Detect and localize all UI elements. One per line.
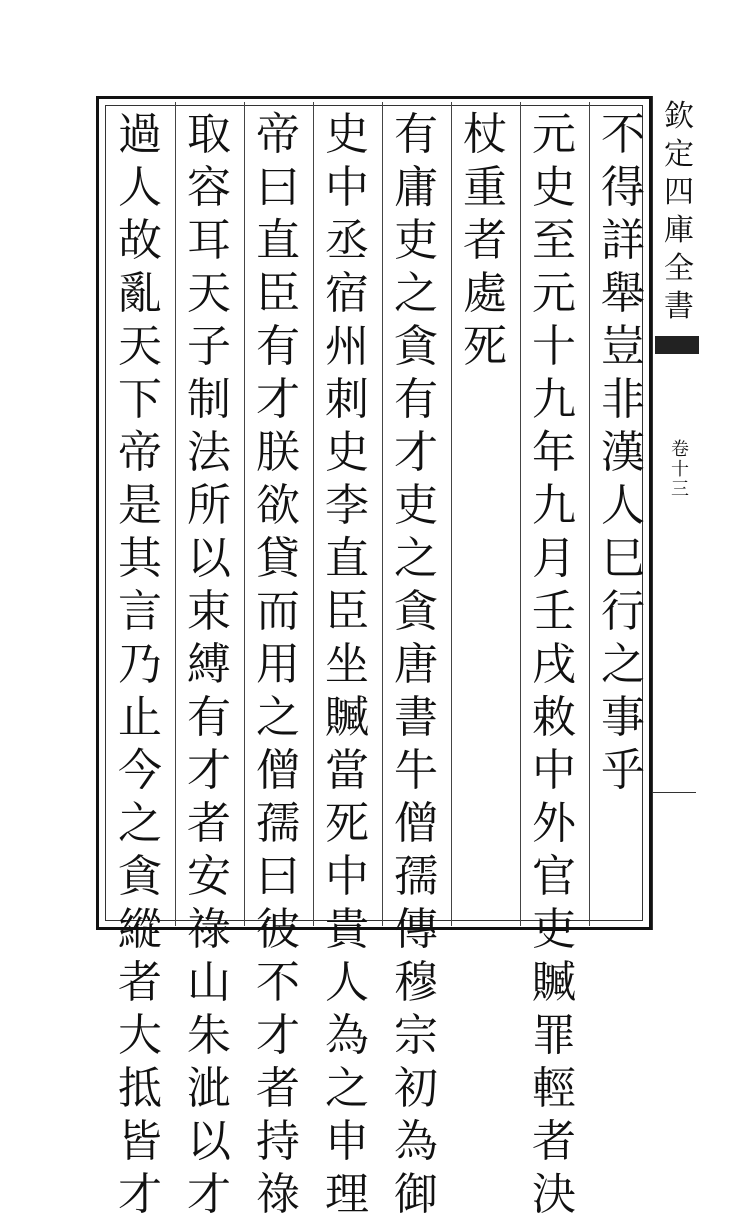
column-char: 抵	[118, 1063, 162, 1114]
column-char: 重	[463, 162, 507, 213]
column-char: 乃	[118, 639, 162, 690]
column-char: 外	[532, 798, 576, 849]
margin-char: 三	[671, 479, 689, 500]
column-char: 之	[118, 798, 162, 849]
column-char: 故	[118, 215, 162, 266]
column-char: 中	[325, 851, 369, 902]
column-char: 九	[532, 374, 576, 425]
margin-char: 全	[664, 251, 694, 286]
column-char: 史	[325, 109, 369, 160]
column-char: 才	[187, 1169, 231, 1220]
column-char: 臣	[325, 586, 369, 637]
column-char: 為	[325, 1010, 369, 1061]
margin-char: 書	[664, 289, 694, 324]
column-char: 李	[325, 480, 369, 531]
column-char: 彼	[256, 904, 300, 955]
column-char: 元	[532, 109, 576, 160]
column-char: 持	[256, 1116, 300, 1167]
column-char: 貪	[394, 321, 438, 372]
column-char: 山	[187, 957, 231, 1008]
column-char: 安	[187, 851, 231, 902]
column-char: 唐	[394, 639, 438, 690]
column-char: 天	[187, 268, 231, 319]
column-char: 吏	[394, 215, 438, 266]
column-char: 孺	[394, 851, 438, 902]
text-column-1	[589, 108, 657, 920]
column-char: 才	[394, 427, 438, 478]
column-char: 罪	[532, 1010, 576, 1061]
column-char: 贓	[532, 957, 576, 1008]
margin-char: 欽	[664, 99, 694, 134]
column-char: 吏	[394, 480, 438, 531]
column-char: 其	[118, 533, 162, 584]
column-char: 取	[187, 109, 231, 160]
column-char: 直	[325, 533, 369, 584]
column-char: 牛	[394, 745, 438, 796]
column-char: 詳	[601, 215, 645, 266]
column-char: 用	[256, 639, 300, 690]
column-char: 人	[118, 162, 162, 213]
column-char: 至	[532, 215, 576, 266]
column-char: 元	[532, 268, 576, 319]
column-char: 死	[325, 798, 369, 849]
column-char: 制	[187, 374, 231, 425]
column-char: 中	[325, 162, 369, 213]
column-char: 者	[187, 798, 231, 849]
column-char: 止	[118, 692, 162, 743]
column-char: 人	[601, 480, 645, 531]
column-char: 人	[325, 957, 369, 1008]
column-char: 御	[394, 1169, 438, 1220]
column-char: 縱	[118, 904, 162, 955]
column-char: 僧	[256, 745, 300, 796]
column-char: 得	[601, 162, 645, 213]
column-char: 祿	[256, 1169, 300, 1220]
column-char: 以	[187, 533, 231, 584]
volume-label	[660, 440, 700, 500]
column-char: 決	[532, 1169, 576, 1220]
column-char: 行	[601, 586, 645, 637]
column-char: 言	[118, 586, 162, 637]
column-char: 初	[394, 1063, 438, 1114]
margin-char: 庫	[664, 213, 694, 248]
column-char: 贓	[325, 692, 369, 743]
column-char: 舉	[601, 268, 645, 319]
column-char: 朕	[256, 427, 300, 478]
column-char: 處	[463, 268, 507, 319]
column-char: 天	[118, 321, 162, 372]
column-char: 之	[601, 639, 645, 690]
column-char: 豈	[601, 321, 645, 372]
column-char: 有	[187, 692, 231, 743]
text-column-2	[520, 108, 588, 1220]
column-char: 而	[256, 586, 300, 637]
column-char: 貪	[394, 586, 438, 637]
column-char: 乎	[601, 745, 645, 796]
text-column-4	[382, 108, 450, 1220]
column-char: 輕	[532, 1063, 576, 1114]
margin-char: 十	[671, 459, 689, 480]
column-char: 貸	[256, 533, 300, 584]
column-char: 州	[325, 321, 369, 372]
column-char: 才	[256, 374, 300, 425]
column-char: 帝	[256, 109, 300, 160]
column-char: 大	[118, 1010, 162, 1061]
margin-rule	[652, 792, 696, 793]
column-char: 杖	[463, 109, 507, 160]
column-char: 所	[187, 480, 231, 531]
column-char: 貴	[325, 904, 369, 955]
column-char: 過	[118, 109, 162, 160]
column-char: 漢	[601, 427, 645, 478]
column-char: 有	[256, 321, 300, 372]
column-char: 敕	[532, 692, 576, 743]
column-char: 有	[394, 374, 438, 425]
column-char: 年	[532, 427, 576, 478]
column-char: 僧	[394, 798, 438, 849]
column-char: 理	[325, 1169, 369, 1220]
column-char: 不	[256, 957, 300, 1008]
column-char: 非	[601, 374, 645, 425]
column-char: 丞	[325, 215, 369, 266]
column-char: 穆	[394, 957, 438, 1008]
column-char: 容	[187, 162, 231, 213]
column-char: 才	[118, 1169, 162, 1220]
column-char: 束	[187, 586, 231, 637]
column-char: 庸	[394, 162, 438, 213]
column-char: 有	[394, 109, 438, 160]
column-char: 帝	[118, 427, 162, 478]
margin-char: 卷	[671, 439, 689, 460]
column-char: 皆	[118, 1116, 162, 1167]
column-char: 史	[325, 427, 369, 478]
column-char: 吏	[532, 904, 576, 955]
column-char: 者	[463, 215, 507, 266]
column-char: 欲	[256, 480, 300, 531]
column-char: 之	[325, 1063, 369, 1114]
column-char: 當	[325, 745, 369, 796]
column-char: 法	[187, 427, 231, 478]
fishtail-mark	[655, 336, 699, 354]
column-char: 申	[325, 1116, 369, 1167]
column-char: 事	[601, 692, 645, 743]
column-char: 泚	[187, 1063, 231, 1114]
column-char: 才	[256, 1010, 300, 1061]
margin-char: 定	[664, 137, 694, 172]
column-char: 不	[601, 109, 645, 160]
text-column-3	[451, 108, 519, 920]
column-char: 朱	[187, 1010, 231, 1061]
column-char: 宗	[394, 1010, 438, 1061]
text-column-6	[244, 108, 312, 1220]
text-column-7	[175, 108, 243, 1220]
column-char: 今	[118, 745, 162, 796]
text-column-8	[106, 108, 174, 1220]
book-title	[654, 98, 704, 326]
column-char: 傳	[394, 904, 438, 955]
margin-border	[652, 96, 653, 930]
column-char: 書	[394, 692, 438, 743]
column-char: 曰	[256, 851, 300, 902]
column-char: 曰	[256, 162, 300, 213]
column-char: 刺	[325, 374, 369, 425]
column-char: 者	[532, 1116, 576, 1167]
column-char: 者	[256, 1063, 300, 1114]
column-char: 下	[118, 374, 162, 425]
column-char: 中	[532, 745, 576, 796]
column-char: 祿	[187, 904, 231, 955]
column-char: 子	[187, 321, 231, 372]
column-char: 為	[394, 1116, 438, 1167]
column-char: 宿	[325, 268, 369, 319]
column-char: 壬	[532, 586, 576, 637]
column-char: 耳	[187, 215, 231, 266]
column-char: 之	[394, 268, 438, 319]
column-char: 十	[532, 321, 576, 372]
column-char: 戌	[532, 639, 576, 690]
column-char: 巳	[601, 533, 645, 584]
column-char: 之	[256, 692, 300, 743]
column-char: 者	[118, 957, 162, 1008]
column-char: 是	[118, 480, 162, 531]
column-char: 直	[256, 215, 300, 266]
column-char: 孺	[256, 798, 300, 849]
column-char: 死	[463, 321, 507, 372]
column-char: 臣	[256, 268, 300, 319]
column-char: 坐	[325, 639, 369, 690]
column-char: 才	[187, 745, 231, 796]
column-char: 九	[532, 480, 576, 531]
margin-char: 四	[664, 175, 694, 210]
column-char: 縛	[187, 639, 231, 690]
column-char: 之	[394, 533, 438, 584]
text-column-5	[313, 108, 381, 1220]
column-char: 以	[187, 1116, 231, 1167]
column-char: 貪	[118, 851, 162, 902]
column-char: 史	[532, 162, 576, 213]
column-char: 月	[532, 533, 576, 584]
column-char: 亂	[118, 268, 162, 319]
column-char: 官	[532, 851, 576, 902]
